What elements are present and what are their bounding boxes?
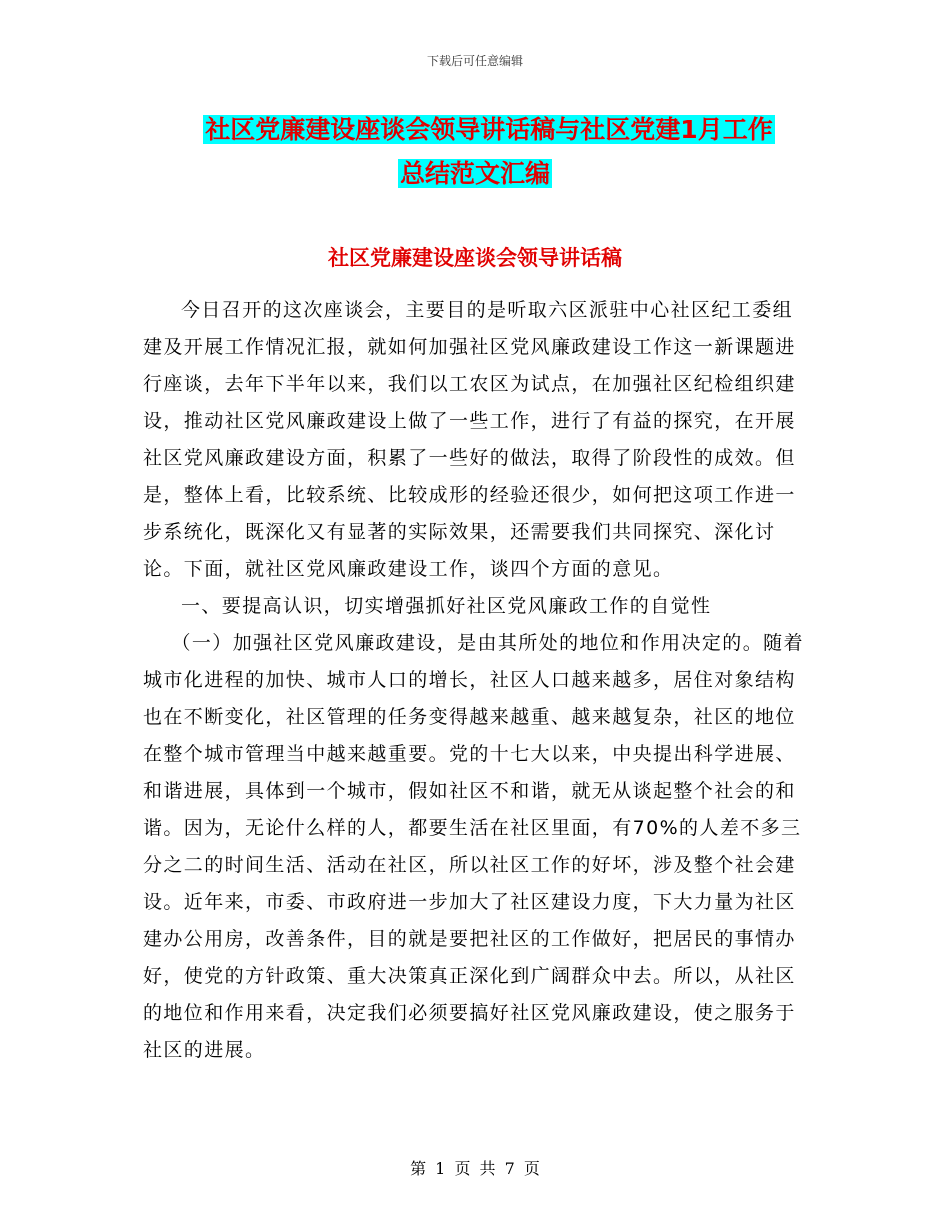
header-note: 下载后可任意编辑 xyxy=(426,54,523,68)
title-line-2 xyxy=(0,152,950,196)
section-title: 社区党廉建设座谈会领导讲话稿 xyxy=(328,246,622,270)
title-line-1 xyxy=(0,108,950,152)
document-title xyxy=(0,108,950,196)
title-line-1-text: 社区党廉建设座谈会领导讲话稿与社区党建1月工作 xyxy=(205,115,773,144)
body-text xyxy=(143,292,813,1069)
title-line-2-text: 总结范文汇编 xyxy=(399,159,550,188)
paragraph-item-1: （一）加强社区党风廉政建设，是由其所处的地位和作用决定的。随着城市化进程的加快、城市人口的增长，社区人口越来越多，居住对象结构也在不断变化，社区管理的任务变得越来越重、越来越复杂，社区的地位在整个城市管理当中越来越重要。党的十七大以来，中央提出科学进展、和谐进展，具体到一个城市，假如社区不和谐，就无从谈起整个社会的和谐。因为，无论什么样的人，都要生活在社区里面，有70%的人差不多三分之二的时间生活、活动在社区，所以社区工作的好坏，涉及整个社会建设。近年来，市委、市政府进一步加大了社区建设力度，下大力量为社区建办公用房，改善条件，目的就是要把社区的工作做好，把居民的事情办好，使党的方针政策、重大决策真正深化到广阔群众中去。所以，从社区的地位和作用来看，决定我们必须要搞好社区党风廉政建设，使之服务于社区的进展。 xyxy=(143,632,804,1061)
paragraph-heading-1: 一、要提高认识，切实增强抓好社区党风廉政工作的自觉性 xyxy=(181,595,712,617)
page-footer: 第 1 页 共 7 页 xyxy=(410,1159,540,1178)
paragraph-intro: 今日召开的这次座谈会，主要目的是听取六区派驻中心社区纪工委组建及开展工作情况汇报，就如何加强社区党风廉政建设工作这一新课题进行座谈，去年下半年以来，我们以工农区为试点，在加强社区纪检组织建设，推动社区党风廉政建设上做了一些工作，进行了有益的探究，在开展社区党风廉政建设方面，积累了一些好的做法，取得了阶段性的成效。但是，整体上看，比较系统、比较成形的经验还很少，如何把这项工作进一步系统化，既深化又有显著的实际效果，还需要我们共同探究、深化讨论。下面，就社区党风廉政建设工作，谈四个方面的意见。 xyxy=(143,299,796,580)
